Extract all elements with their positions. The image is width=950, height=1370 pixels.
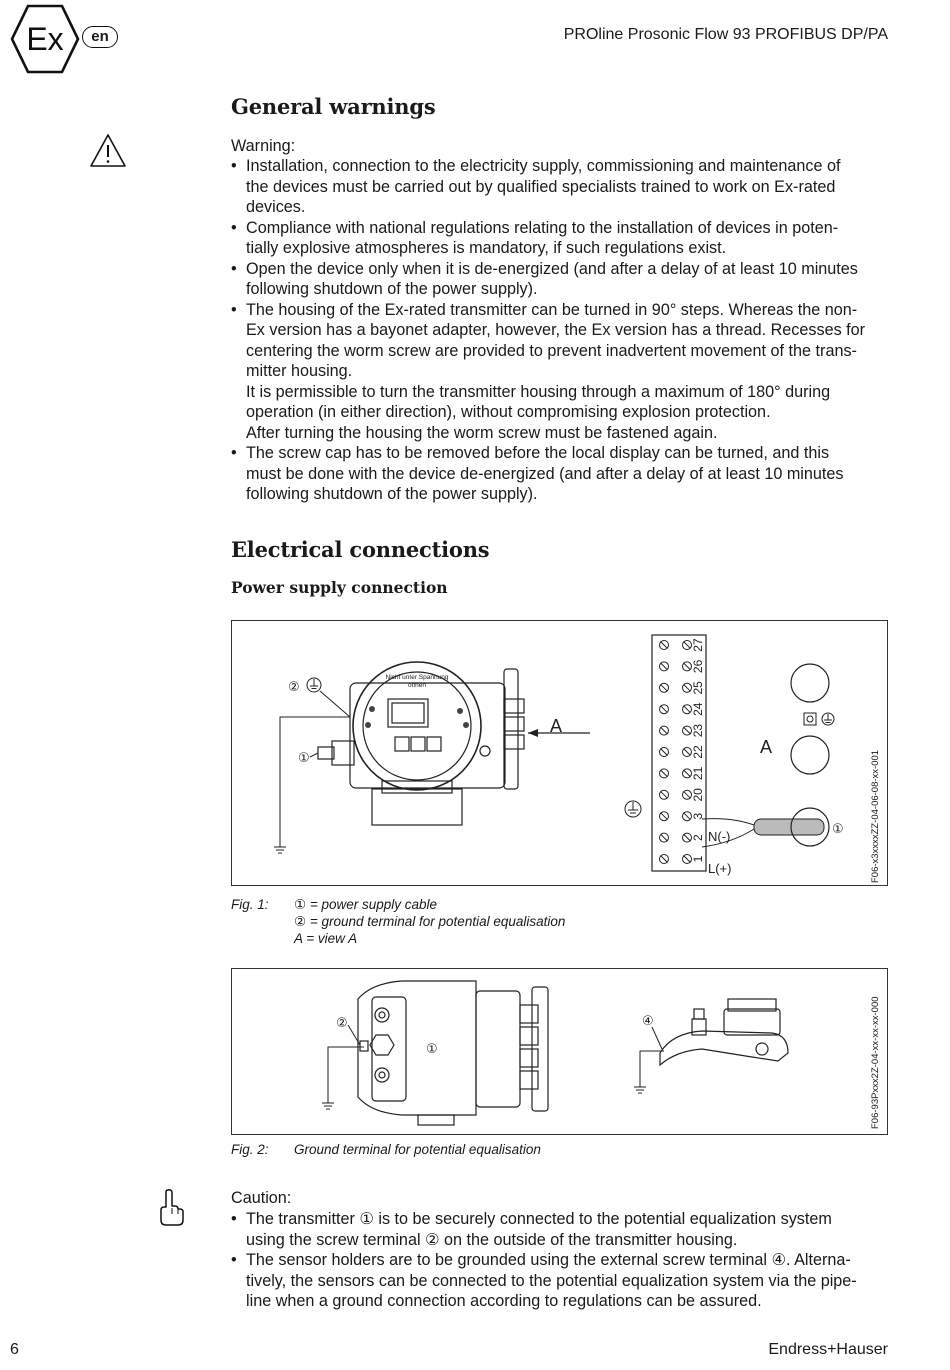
terminal-slot — [684, 706, 691, 713]
line: • The sensor holders are to be grounded using the external screw terminal ④. Alterna- — [246, 1251, 851, 1269]
figure-2-drawing — [232, 969, 887, 1134]
ex-hexagon-logo — [10, 4, 80, 74]
page-number: 6 — [10, 1341, 19, 1358]
list-item — [231, 259, 891, 300]
terminal-number: 1 — [691, 855, 705, 863]
line: devices. — [246, 198, 306, 216]
general-warnings-heading: General warnings — [231, 94, 436, 119]
list-item — [231, 1209, 891, 1250]
callout-one-cable: ① — [832, 821, 844, 836]
power-supply-subheading: Power supply connection — [231, 578, 448, 597]
figure-2-caption — [231, 1141, 831, 1159]
view-a-arrow-label: A — [550, 716, 563, 736]
line: mitter housing. — [246, 362, 353, 380]
brand-name: Endress+Hauser — [768, 1341, 888, 1358]
terminal-slot — [661, 813, 668, 820]
line: line when a ground connection according to regulations can be assured. — [246, 1292, 762, 1310]
legend-item: ① = power supply cable — [294, 897, 438, 912]
line: • Open the device only when it is de-energized (and after a delay of at least 10 minutes — [246, 259, 858, 278]
line: following shutdown of the power supply). — [246, 280, 538, 298]
terminal-slot — [661, 770, 668, 777]
language-badge: en — [82, 26, 118, 48]
line: • The housing of the Ex-rated transmitter can be turned in 90° steps. Whereas the non- — [246, 300, 858, 319]
terminal-strip — [652, 635, 706, 871]
figure-1-caption — [231, 896, 831, 950]
cover-text-line-2: öffnen — [408, 682, 426, 689]
terminal-number: 26 — [691, 659, 705, 674]
line: Ex version has a bayonet adapter, however, the Ex version has a thread. Recesses for — [246, 321, 866, 339]
terminal-number: 27 — [691, 638, 705, 652]
caution-label: Caution: — [231, 1189, 292, 1207]
terminal-slot — [661, 706, 668, 713]
line: centering the worm screw are provided to prevent inadvertent movement of the trans- — [246, 341, 857, 360]
terminal-number: 2 — [691, 834, 705, 841]
terminal-slot — [661, 856, 668, 863]
figure-1-box — [231, 620, 888, 886]
line: using the screw terminal ② on the outside of the transmitter housing. — [246, 1230, 738, 1249]
line: • Compliance with national regulations relating to the installation of devices in poten- — [246, 218, 839, 237]
line: the devices must be carried out by qualified specialists trained to work on Ex-rated — [246, 177, 836, 196]
terminal-slot — [661, 791, 668, 798]
figure-1-drawing — [232, 621, 887, 885]
legend-item: A = view A — [294, 931, 358, 946]
terminal-number: 25 — [691, 681, 705, 695]
line: • The screw cap has to be removed before the local display can be turned, and this — [246, 444, 830, 462]
electrical-connections-heading: Electrical connections — [231, 537, 490, 562]
terminal-slot — [661, 663, 668, 670]
figure-1-id: F06-x3xxxxZZ-04-06-08-xx-001 — [870, 749, 881, 883]
terminal-slot — [684, 813, 691, 820]
terminal-slot — [684, 684, 691, 691]
list-item — [231, 443, 891, 505]
figure-2-id: F06-93Pxxx2Z-04-xx-xx-xx-000 — [870, 996, 881, 1129]
line: operation (in either direction), without compromising explosion protection. — [246, 403, 771, 421]
terminal-slot — [684, 749, 691, 756]
callout-two: ② — [288, 679, 300, 694]
cover-text-line-1: Nicht unter Spannung — [385, 674, 449, 681]
terminal-number: 21 — [691, 766, 705, 781]
list-item — [231, 218, 891, 259]
terminal-number: 20 — [691, 788, 705, 802]
terminal-slot — [684, 770, 691, 777]
terminal-slot — [684, 663, 691, 670]
line: following shutdown of the power supply). — [246, 485, 538, 503]
terminal-number: 22 — [691, 745, 705, 759]
callout-four: ④ — [642, 1013, 654, 1028]
callout-one: ① — [298, 750, 310, 765]
terminal-slot — [684, 791, 691, 798]
caution-list — [231, 1209, 891, 1312]
list-item — [231, 156, 891, 218]
terminal-slot — [684, 856, 691, 863]
terminal-slot — [661, 834, 668, 841]
logo-text: Ex — [26, 21, 64, 57]
warning-list — [231, 156, 891, 505]
line: tively, the sensors can be connected to the potential equalization system via the pipe- — [246, 1271, 857, 1290]
line: tially explosive atmospheres is mandatory, if such regulations exist. — [246, 239, 727, 257]
terminal-number: 3 — [691, 812, 705, 820]
terminal-slot — [684, 834, 691, 841]
terminal-number: 23 — [691, 723, 705, 738]
line: After turning the housing the worm screw must be fastened again. — [246, 423, 718, 442]
line: It is permissible to turn the transmitter housing through a maximum of 180° during — [246, 382, 831, 401]
terminal-slot — [684, 642, 691, 649]
view-a-label: A — [760, 737, 773, 757]
line: • Installation, connection to the electricity supply, commissioning and maintenance of — [246, 157, 841, 175]
figure-1-label: Fig. 1: — [231, 897, 269, 912]
list-item — [231, 1250, 891, 1312]
header-title: PROline Prosonic Flow 93 PROFIBUS DP/PA — [563, 26, 888, 43]
warning-label: Warning: — [231, 137, 296, 155]
line-label: L(+) — [708, 861, 732, 876]
terminal-slot — [661, 642, 668, 649]
legend-item: ② = ground terminal for potential equalisation — [294, 914, 566, 929]
terminal-slot — [684, 727, 691, 734]
callout-two: ② — [336, 1015, 348, 1030]
line: • The transmitter ① is to be securely connected to the potential equalization system — [246, 1210, 832, 1228]
terminal-slot — [661, 684, 668, 691]
warning-triangle-icon — [89, 133, 127, 169]
terminal-slot — [661, 727, 668, 734]
terminal-number: 24 — [691, 702, 705, 716]
callout-one: ① — [426, 1041, 438, 1056]
terminal-slot — [661, 749, 668, 756]
figure-2-caption-text: Ground terminal for potential equalisation — [294, 1142, 541, 1157]
figure-2-box — [231, 968, 888, 1135]
pointing-hand-icon — [158, 1188, 184, 1226]
neutral-label: N(-) — [708, 829, 731, 844]
figure-2-label: Fig. 2: — [231, 1142, 269, 1157]
list-item — [231, 300, 891, 444]
line: must be done with the device de-energized (and after a delay of at least 10 minutes — [246, 464, 844, 483]
